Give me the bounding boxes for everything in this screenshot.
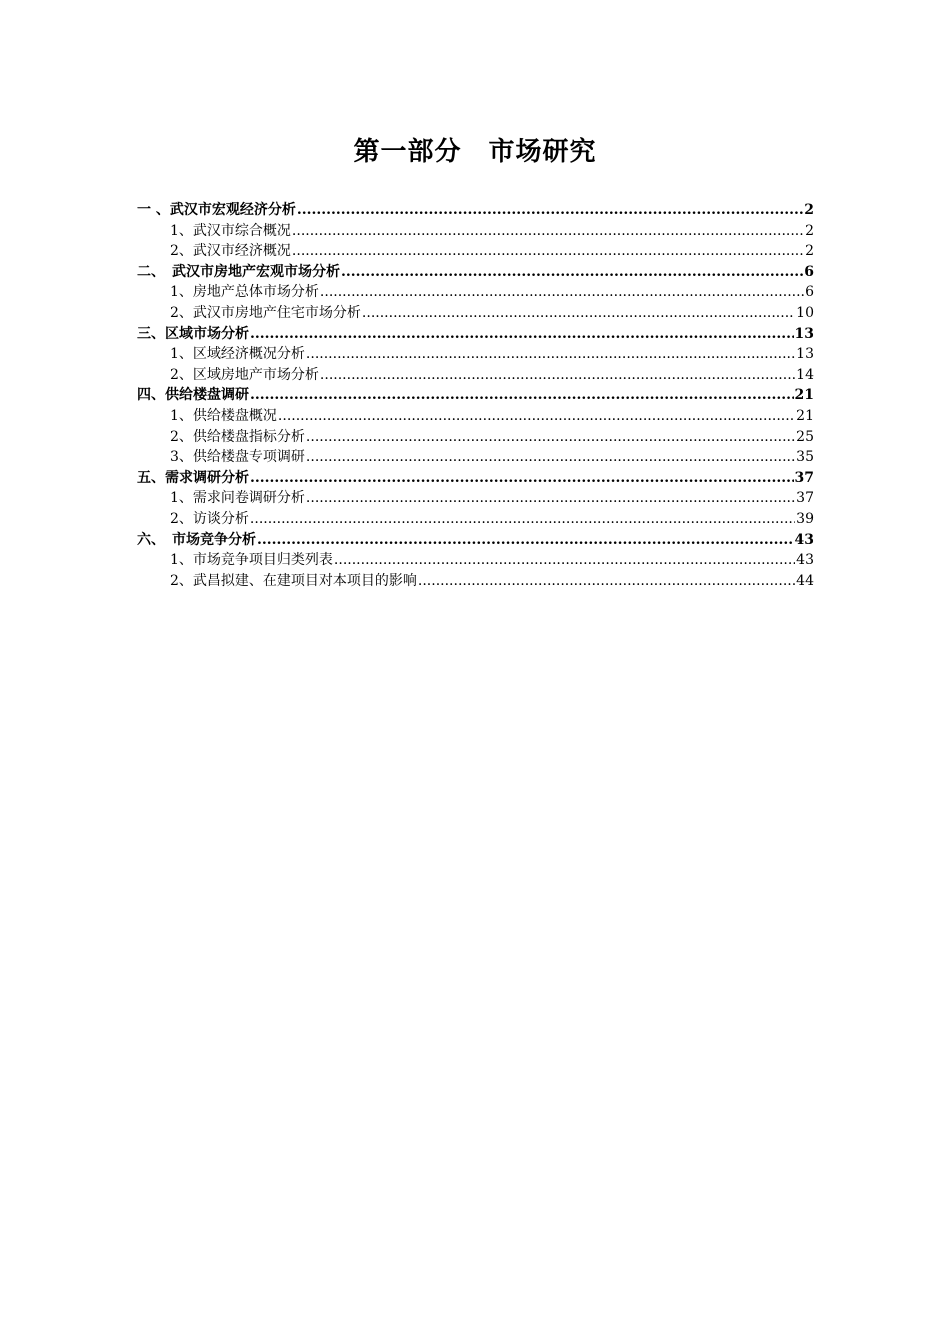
toc-entry[interactable] [137, 571, 814, 592]
toc-entry[interactable] [137, 530, 814, 551]
toc-entry-title: 1、区域经济概况分析 [170, 346, 305, 363]
toc-entry-title: 四、供给楼盘调研 [137, 387, 249, 404]
toc-page-number: 37 [796, 490, 814, 507]
toc-page-number: 21 [796, 407, 814, 424]
toc-entry-title: 1、市场竞争项目归类列表 [170, 552, 333, 569]
toc-entry[interactable] [137, 241, 814, 262]
toc-dot-leader [250, 324, 794, 345]
toc-page-number: 25 [796, 428, 814, 445]
toc-page-number: 2 [805, 243, 814, 260]
toc-dot-leader [320, 282, 804, 303]
toc-page-number: 2 [804, 202, 814, 218]
toc-entry[interactable] [137, 406, 814, 427]
toc-page-number: 13 [794, 325, 814, 342]
toc-dot-leader [292, 241, 804, 262]
toc-dot-leader [320, 365, 795, 386]
page-title: 第一部分 市场研究 [353, 137, 597, 167]
toc-entry[interactable] [137, 303, 814, 324]
toc-dot-leader [362, 303, 795, 324]
toc-page-number: 14 [796, 366, 814, 383]
toc-dot-leader [341, 262, 803, 283]
toc-dot-leader [278, 406, 795, 427]
toc-page-number: 43 [796, 552, 814, 569]
toc-entry[interactable] [137, 365, 814, 386]
toc-entry-title: 五、需求调研分析 [137, 469, 249, 486]
toc-page-number: 10 [796, 304, 814, 321]
toc-entry[interactable] [137, 427, 814, 448]
toc-page-number: 35 [796, 449, 814, 466]
toc-entry[interactable] [137, 509, 814, 530]
toc-entry-title: 2、访谈分析 [170, 510, 249, 527]
toc-page-number: 21 [794, 387, 814, 404]
toc-entry-title: 1、供给楼盘概况 [170, 407, 277, 424]
toc-entry-title: 三、区域市场分析 [137, 325, 249, 342]
toc-page-number: 43 [794, 531, 814, 548]
toc-entry-title: 1、需求问卷调研分析 [170, 490, 305, 507]
toc-entry[interactable] [137, 344, 814, 365]
table-of-contents [137, 200, 814, 591]
toc-dot-leader [250, 468, 794, 489]
toc-entry-title: 1、武汉市综合概况 [170, 222, 291, 239]
toc-entry[interactable] [137, 221, 814, 242]
toc-entry[interactable] [137, 200, 814, 221]
toc-entry-title: 二、 武汉市房地产宏观市场分析 [137, 263, 340, 280]
toc-dot-leader [418, 571, 795, 592]
toc-entry[interactable] [137, 550, 814, 571]
toc-page-number: 6 [805, 284, 814, 301]
toc-dot-leader [306, 447, 795, 468]
toc-dot-leader [257, 530, 794, 551]
toc-page-number: 39 [796, 510, 814, 527]
toc-page-number: 13 [796, 346, 814, 363]
toc-dot-leader [297, 200, 803, 221]
toc-entry-title: 2、武昌拟建、在建项目对本项目的影响 [170, 572, 417, 589]
toc-entry[interactable] [137, 468, 814, 489]
toc-page-number: 6 [804, 263, 814, 280]
toc-entry[interactable] [137, 488, 814, 509]
toc-dot-leader [306, 344, 795, 365]
toc-entry-title: 六、 市场竞争分析 [137, 531, 256, 548]
toc-entry[interactable] [137, 385, 814, 406]
toc-dot-leader [292, 221, 804, 242]
toc-entry-title: 2、武汉市房地产住宅市场分析 [170, 304, 361, 321]
toc-entry-title: 3、供给楼盘专项调研 [170, 449, 305, 466]
toc-entry[interactable] [137, 324, 814, 345]
toc-page-number: 44 [796, 572, 814, 589]
toc-entry-title: 2、区域房地产市场分析 [170, 366, 319, 383]
toc-entry[interactable] [137, 282, 814, 303]
toc-entry[interactable] [137, 447, 814, 468]
toc-dot-leader [334, 550, 795, 571]
toc-page-number: 2 [805, 222, 814, 239]
toc-entry-title: 一 、武汉市宏观经济分析 [137, 202, 296, 218]
toc-dot-leader [250, 385, 794, 406]
toc-entry-title: 2、武汉市经济概况 [170, 243, 291, 260]
toc-page-number: 37 [794, 469, 814, 486]
toc-entry-title: 2、供给楼盘指标分析 [170, 428, 305, 445]
toc-dot-leader [306, 427, 795, 448]
toc-entry-title: 1、房地产总体市场分析 [170, 284, 319, 301]
toc-dot-leader [250, 509, 795, 530]
toc-entry[interactable] [137, 262, 814, 283]
toc-dot-leader [306, 488, 795, 509]
